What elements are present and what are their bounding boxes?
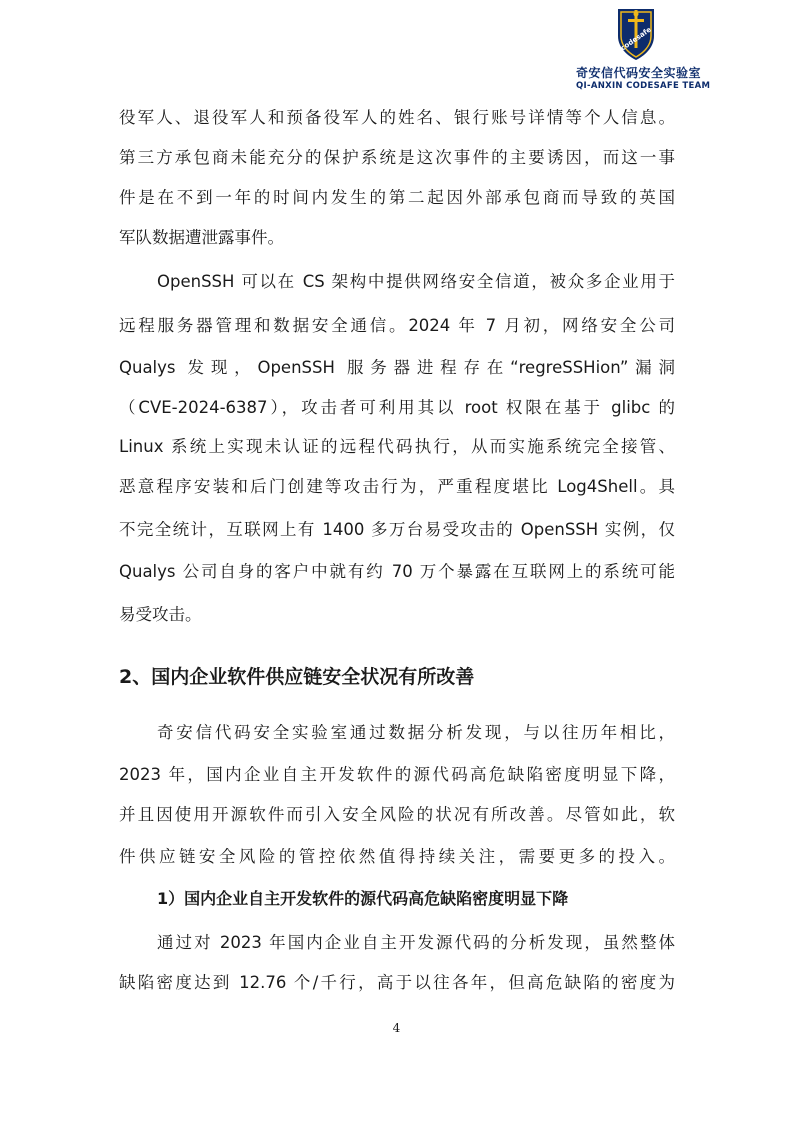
- text-line: Linux 系统上实现未认证的远程代码执行，从而实施系统完全接管、: [119, 437, 675, 456]
- section-heading: 2、国内企业软件供应链安全状况有所改善: [119, 666, 475, 688]
- text-line: Qualys 发现，OpenSSH 服务器进程存在“regreSSHion”漏洞: [119, 358, 675, 377]
- text-line: 远程服务器管理和数据安全通信。2024 年 7 月初，网络安全公司: [119, 316, 675, 335]
- team-logo: [576, 6, 711, 91]
- text-line: Qualys 公司自身的客户中就有约 70 万个暴露在互联网上的系统可能: [119, 562, 675, 581]
- text-line: 件是在不到一年的时间内发生的第二起因外部承包商而导致的英国: [119, 188, 675, 207]
- text-line: 第三方承包商未能充分的保护系统是这次事件的主要诱因，而这一事: [119, 148, 675, 167]
- shield-sword-icon: [614, 6, 658, 62]
- text-line: 件供应链安全风险的管控依然值得持续关注，需要更多的投入。: [119, 847, 675, 866]
- text-line: 军队数据遭泄露事件。: [119, 228, 284, 247]
- text-line: 役军人、退役军人和预备役军人的姓名、银行账号详情等个人信息。: [119, 108, 675, 127]
- text-line: 不完全统计，互联网上有 1400 多万台易受攻击的 OpenSSH 实例，仅: [119, 520, 675, 539]
- text-line: 易受攻击。: [119, 605, 202, 624]
- subsection-heading: 1）国内企业自主开发软件的源代码高危缺陷密度明显下降: [157, 889, 569, 908]
- text-line: OpenSSH 可以在 CS 架构中提供网络安全信道，被众多企业用于: [157, 272, 675, 291]
- text-line: 通过对 2023 年国内企业自主开发源代码的分析发现，虽然整体: [157, 933, 675, 952]
- text-line: 缺陷密度达到 12.76 个/千行，高于以往各年，但高危缺陷的密度为: [119, 973, 675, 992]
- logo-name-cn: 奇安信代码安全实验室: [576, 66, 702, 80]
- logo-name-en: QI-ANXIN CODESAFE TEAM: [576, 81, 711, 91]
- page-number: 4: [392, 1021, 401, 1035]
- text-line: 并且因使用开源软件而引入安全风险的状况有所改善。尽管如此，软: [119, 805, 675, 824]
- text-line: 2023 年，国内企业自主开发软件的源代码高危缺陷密度明显下降，: [119, 765, 675, 784]
- text-line: （CVE-2024-6387），攻击者可利用其以 root 权限在基于 glibc 的: [119, 398, 675, 417]
- logo-badge-text: codesafe: [619, 25, 653, 53]
- text-line: 恶意程序安装和后门创建等攻击行为，严重程度堪比 Log4Shell。具: [119, 477, 675, 496]
- text-line: 奇安信代码安全实验室通过数据分析发现，与以往历年相比，: [157, 723, 675, 742]
